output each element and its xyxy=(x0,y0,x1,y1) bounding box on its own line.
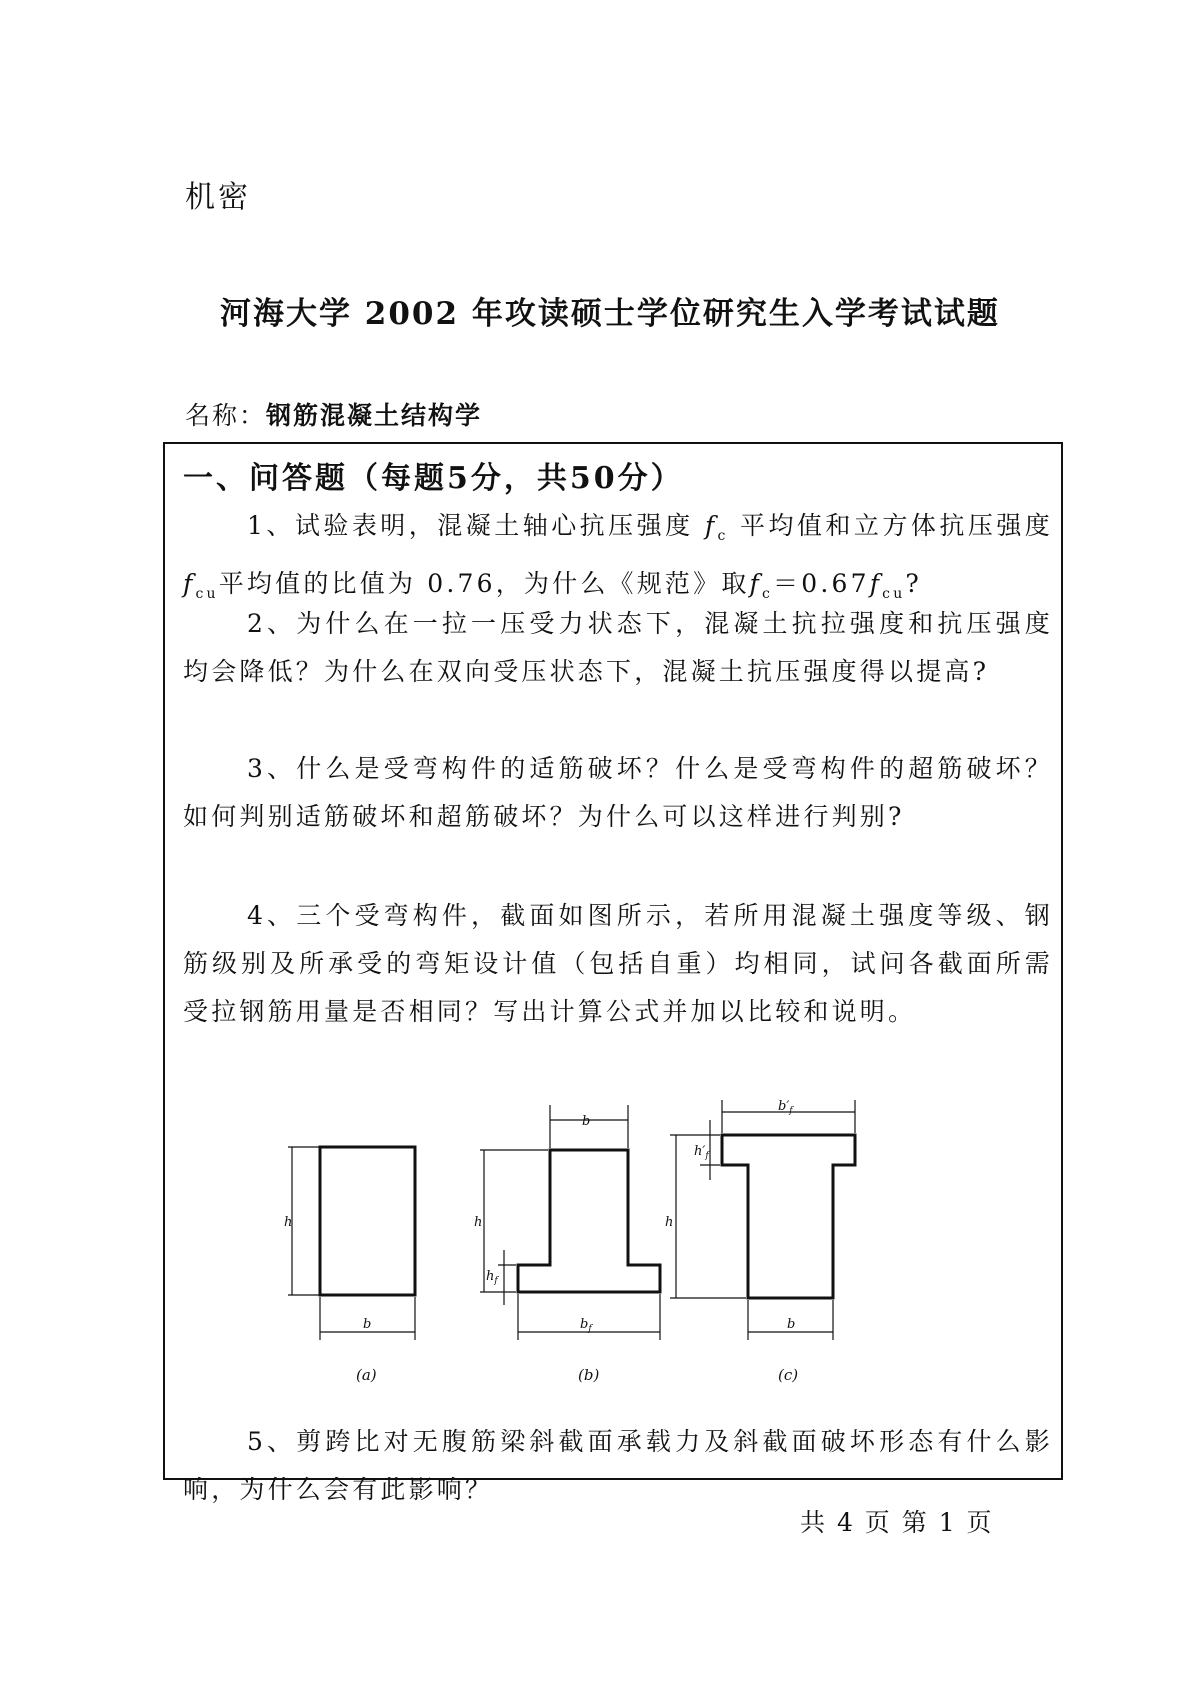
cross-section-figure xyxy=(260,1100,940,1390)
section-c-h-label: h xyxy=(665,1215,674,1230)
question-4: 4、三个受弯构件，截面如图所示，若所用混凝土强度等级、钢筋级别及所承受的弯矩设计值（包括自重）均相同，试问各截面所需受拉钢筋用量是否相同？写出计算公式并加以比较和说明。 xyxy=(183,901,1053,1026)
question-2: 2、为什么在一拉一压受力状态下，混凝土抗拉强度和抗压强度均会降低？为什么在双向受压状态下，混凝土抗压强度得以提高? xyxy=(183,609,1053,686)
classification-label: 机密 xyxy=(185,180,251,215)
section-b-h-label: h xyxy=(474,1215,483,1230)
exam-title: 河海大学 2002 年攻读硕士学位研究生入学考试试题 xyxy=(220,296,1000,332)
question-3: 3、什么是受弯构件的适筋破坏？什么是受弯构件的超筋破坏？如何判别适筋破坏和超筋破坏？为什么可以这样进行判别? xyxy=(183,754,1053,831)
subject-line xyxy=(185,396,482,432)
question-5: 5、剪跨比对无腹筋梁斜截面承载力及斜截面破坏形态有什么影响，为什么会有此影响？ xyxy=(183,1427,1053,1504)
caption-c: (c) xyxy=(778,1366,799,1384)
caption-b: (b) xyxy=(578,1366,600,1384)
section-a-rectangle xyxy=(288,1147,415,1340)
section-b-b-label: b xyxy=(582,1114,591,1129)
section-b-inverted-t xyxy=(480,1105,660,1340)
section-a-h-label: h xyxy=(284,1215,293,1230)
section-c-t xyxy=(670,1100,855,1340)
section-c-b-label: b xyxy=(787,1317,796,1332)
caption-a: (a) xyxy=(356,1366,377,1384)
section-b-bf-label: $b_f$ xyxy=(580,1317,592,1334)
subject-label: 名称： xyxy=(185,401,267,430)
section-c-bf-label: $b'_f$ xyxy=(778,1100,793,1116)
section-a-b-label: b xyxy=(363,1317,372,1332)
question-1: 1、试验表明，混凝土轴心抗压强度 $f_c$ 平均值和立方体抗压强度$f_{cu}$平均值的比值为 0.76，为什么《规范》取$f_c=0.67f_{cu}$? xyxy=(183,511,1053,602)
section-c-hf-label: $h'_f$ xyxy=(694,1144,709,1161)
subject-value: 钢筋混凝土结构学 xyxy=(266,401,483,430)
section-b-hf-label: $h_f$ xyxy=(486,1269,498,1286)
section-heading: 一、问答题（每题5分，共50分） xyxy=(183,461,684,496)
page-number: 共 4 页 第 1 页 xyxy=(800,1508,994,1537)
